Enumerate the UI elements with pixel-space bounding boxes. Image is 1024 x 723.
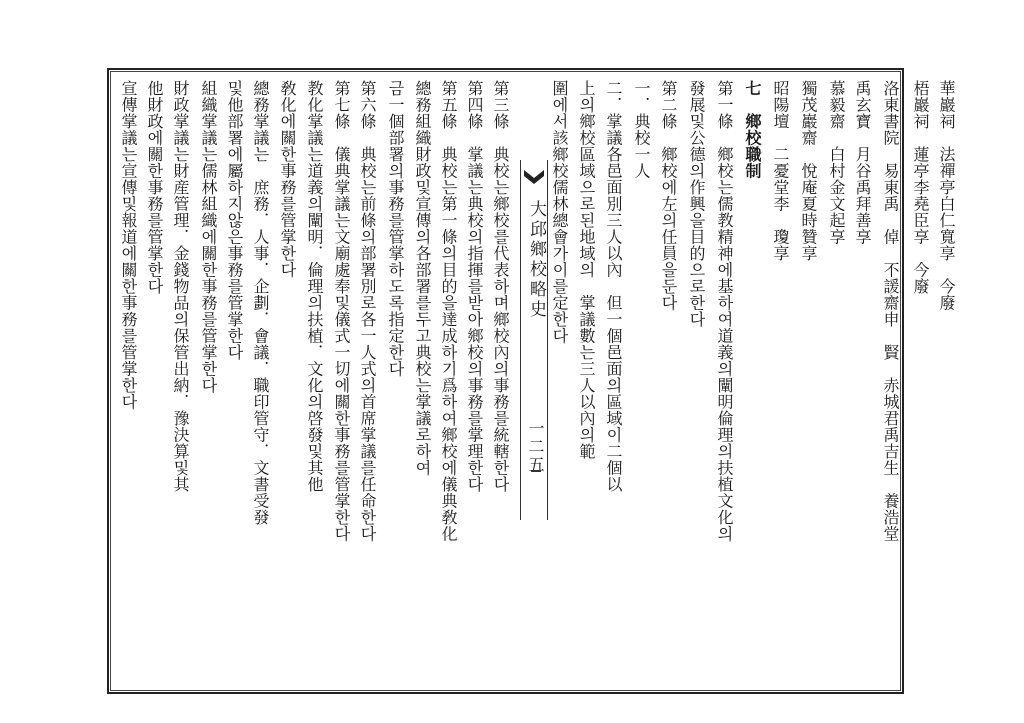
text-column: 獨茂巖齋 悅庵夏時贊享 bbox=[799, 80, 818, 262]
text-column: 慕毅齋 白村金文起享 bbox=[827, 80, 846, 245]
text-column: 總務組織財政및宣傳의各部署를두고典校는掌議로하여 bbox=[413, 80, 432, 476]
text-column: 昭陽壇 二憂堂李 瓊享 bbox=[771, 80, 790, 262]
text-column: 第五條 典校는第一條의目的을達成하기爲하여鄉校에儀典敎化 bbox=[439, 80, 458, 542]
text-column: 華巖祠 法禪亭白仁寬享 今廢 bbox=[937, 80, 956, 311]
text-column: 發展및公德의作興을目的으로한다 bbox=[687, 80, 706, 328]
text-column: 第二條 鄉校에左의任員을둔다 bbox=[659, 80, 678, 311]
text-column: 敎化에關한事務를管掌한다 bbox=[278, 80, 297, 278]
text-column: 第四條 掌議는典校의指揮를받아鄉校의事務를掌理한다 bbox=[465, 80, 484, 493]
fishtail-ornament-icon bbox=[522, 168, 546, 190]
text-column: 財政掌議는財産管理．金錢物品의保管出納．豫決算및其 bbox=[171, 80, 190, 493]
page-number: 一二五 bbox=[526, 420, 545, 474]
text-column: 他財政에關한事務를管掌한다 bbox=[145, 80, 164, 295]
running-title: 大邱鄉校略史 bbox=[526, 200, 546, 320]
text-column: 二．掌議各邑面別三人以內 但一個邑面의區域이二個以 bbox=[604, 80, 623, 493]
gutter-rule bbox=[531, 470, 541, 472]
text-column: 組織掌議는儒林組織에關한事務를管掌한다 bbox=[199, 80, 218, 394]
text-column: 七 鄉校職制 bbox=[743, 80, 762, 179]
text-column: 總務掌議는 庶務．人事．企劃．會議．職印管守．文書受發 bbox=[251, 80, 270, 526]
text-column: 第三條 典校는鄉校를代表하며鄉校內의事務를統轄한다 bbox=[491, 80, 510, 493]
text-column: 宣傳掌議는宣傳및報道에關한事務를管掌한다 bbox=[119, 80, 138, 410]
text-column: 禹玄寶 月谷禹拜善享 bbox=[853, 80, 872, 245]
text-column: 第六條 典校는前條의部署別로各一人式의首席掌議를任命한다 bbox=[358, 80, 377, 542]
text-column: 上의鄉校區域으로된地域의 掌議數는三人以內의範 bbox=[577, 80, 596, 460]
text-column: 및他部署에屬하지않은事務를管掌한다 bbox=[225, 80, 244, 361]
text-column: 금一個部署의事務를管掌하도록指定한다 bbox=[386, 80, 405, 377]
text-column: 洛東書院 易東禹 倬 不諼齋申 賢 赤城君禹吉生 養浩堂 bbox=[881, 80, 900, 542]
text-column: 圍에서該鄉校儒林總會가이를定한다 bbox=[550, 80, 569, 344]
text-column: 第七條 儀典掌議는文廟處奉및儀式一切에關한事務를管掌한다 bbox=[332, 80, 351, 542]
text-column: 梧巖祠 蓮亭李堯臣享 今廢 bbox=[911, 80, 930, 295]
text-column: 教化掌議는道義의闡明．倫理의扶植．文化의啓發및其他 bbox=[305, 80, 324, 493]
text-column: 一．典校一人 bbox=[632, 80, 651, 179]
text-column: 第一條 鄉校는儒教精神에基하여道義의闡明倫理의扶植文化의 bbox=[715, 80, 734, 542]
